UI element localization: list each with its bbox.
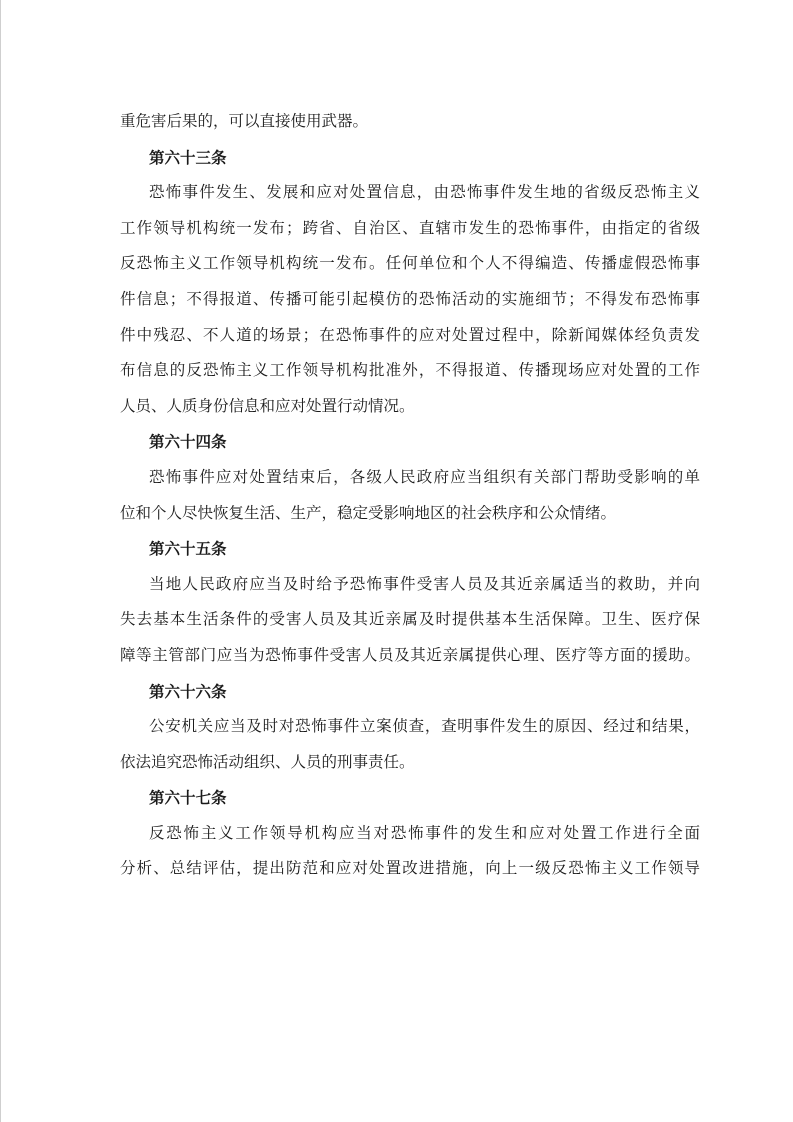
text-line: 件信息；不得报道、传播可能引起模仿的恐怖活动的实施细节；不得发布恐怖事 <box>120 289 700 308</box>
text-line: 公安机关应当及时对恐怖事件立案侦查，查明事件发生的原因、经过和结果， <box>149 717 700 736</box>
article-heading: 第六十四条 <box>149 432 227 452</box>
article-heading: 第六十六条 <box>149 681 227 701</box>
document-body <box>120 104 700 887</box>
article-heading: 第六十五条 <box>149 539 227 559</box>
text-line: 恐怖事件发生、发展和应对处置信息，由恐怖事件发生地的省级反恐怖主义 <box>149 183 700 202</box>
text-line: 分析、总结评估，提出防范和应对处置改进措施，向上一级反恐怖主义工作领导 <box>120 859 700 878</box>
text-line: 布信息的反恐怖主义工作领导机构批准外，不得报道、传播现场应对处置的工作 <box>120 361 700 380</box>
text-line: 人员、人质身份信息和应对处置行动情况。 <box>120 396 415 415</box>
text-line: 位和个人尽快恢复生活、生产，稳定受影响地区的社会秩序和公众情绪。 <box>120 503 617 522</box>
page-edge-line <box>0 0 1 1122</box>
text-line: 障等主管部门应当为恐怖事件受害人员及其近亲属提供心理、医疗等方面的援助。 <box>120 645 700 664</box>
article-heading: 第六十七条 <box>149 788 227 808</box>
text-line: 依法追究恐怖活动组织、人员的刑事责任。 <box>120 752 415 771</box>
text-line: 失去基本生活条件的受害人员及其近亲属及时提供基本生活保障。卫生、医疗保 <box>120 610 700 629</box>
text-line: 恐怖事件应对处置结束后，各级人民政府应当组织有关部门帮助受影响的单 <box>149 467 700 486</box>
article-heading: 第六十三条 <box>149 147 227 167</box>
text-line: 反恐怖主义工作领导机构统一发布。任何单位和个人不得编造、传播虚假恐怖事 <box>120 254 700 273</box>
text-line: 重危害后果的，可以直接使用武器。 <box>120 112 369 130</box>
text-line: 当地人民政府应当及时给予恐怖事件受害人员及其近亲属适当的救助，并向 <box>149 574 700 593</box>
text-line: 反恐怖主义工作领导机构应当对恐怖事件的发生和应对处置工作进行全面 <box>149 823 700 842</box>
text-line: 工作领导机构统一发布；跨省、自治区、直辖市发生的恐怖事件，由指定的省级 <box>120 218 700 237</box>
text-line: 件中残忍、不人道的场景；在恐怖事件的应对处置过程中，除新闻媒体经负责发 <box>120 325 700 344</box>
